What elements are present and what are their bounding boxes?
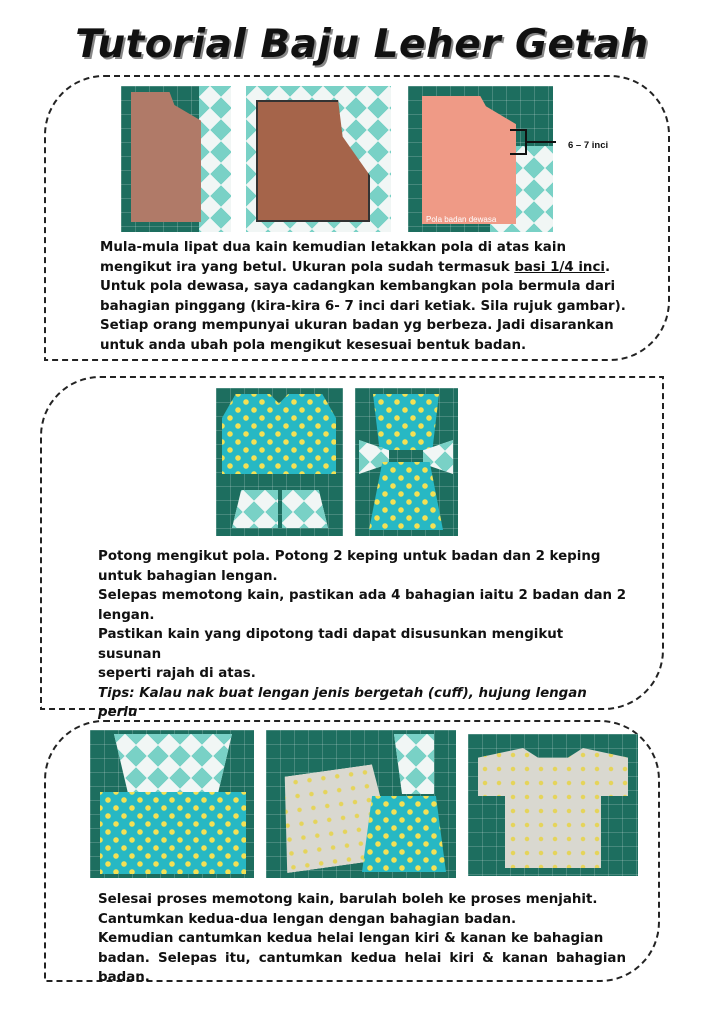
step2-line: seperti rajah di atas.: [98, 666, 256, 681]
step1-line: untuk anda ubah pola mengikut kesesuai bentuk badan.: [100, 337, 527, 353]
step1-line: Mula-mula lipat dua kain kemudian letakkan pola di atas kain: [100, 240, 566, 255]
step1-line: Setiap orang mempunyai ukuran badan yg berbeza. Jadi disarankan: [100, 318, 614, 333]
step3-instructions: [98, 890, 626, 988]
step1-text: mengikut ira yang betul. Ukuran pola sudah termasuk: [100, 259, 515, 275]
step3-line: Selesai proses memotong kain, barulah boleh ke proses menjahit.: [98, 892, 598, 907]
step3-line: Cantumkan kedua-dua lengan dengan bahagian badan.: [98, 911, 517, 927]
measurement-label: 6 – 7 inci: [568, 140, 609, 151]
photo-caption: Pola badan dewasa: [426, 215, 497, 224]
step1-line: [100, 258, 630, 278]
step1-line: Untuk pola dewasa, saya cadangkan kembangkan pola bermula dari: [100, 279, 616, 294]
measurement-bracket-icon: [508, 124, 560, 162]
step3-line: Kemudian cantumkan kedua helai lengan kiri & kanan ke bahagian: [98, 931, 604, 946]
step2-line: Selepas memotong kain, pastikan ada 4 bahagian iaitu 2 badan dan 2: [98, 588, 627, 603]
step1-text: .: [605, 259, 611, 275]
step3-photo-sewn-sleeve: [90, 730, 254, 878]
step1-instructions: [100, 238, 630, 355]
step2-photo-cut-pieces: [216, 388, 343, 536]
step3-line: badan. Selepas itu, cantumkan kedua helai kiri & kanan bahagian badan.: [98, 950, 626, 985]
step2-line: lengan.: [98, 607, 155, 623]
step3-photo-pieces-joined: [266, 730, 456, 878]
step2-instructions: [98, 547, 628, 742]
step1-line: bahagian pinggang (kira-kira 6- 7 inci dari ketiak. Sila rujuk gambar).: [100, 298, 626, 314]
step1-photo-pattern: [246, 86, 391, 232]
step2-line: Pastikan kain yang dipotong tadi dapat disusunkan mengikut susunan: [98, 627, 564, 662]
step2-line: untuk bahagian lengan.: [98, 568, 278, 584]
tip-line: Tips: Kalau nak buat lengan jenis bergetah (cuff), hujung lengan perlu: [98, 685, 587, 720]
step1-photo-fold: [121, 86, 231, 232]
seam-allowance-text: basi 1/4 inci: [514, 259, 605, 275]
step2-photo-arranged-pieces: [355, 388, 458, 536]
step2-line: Potong mengikut pola. Potong 2 keping untuk badan dan 2 keping: [98, 549, 601, 564]
page-title: Tutorial Baju Leher Getah: [75, 22, 649, 67]
step3-photo-finished-shirt: [468, 734, 638, 876]
